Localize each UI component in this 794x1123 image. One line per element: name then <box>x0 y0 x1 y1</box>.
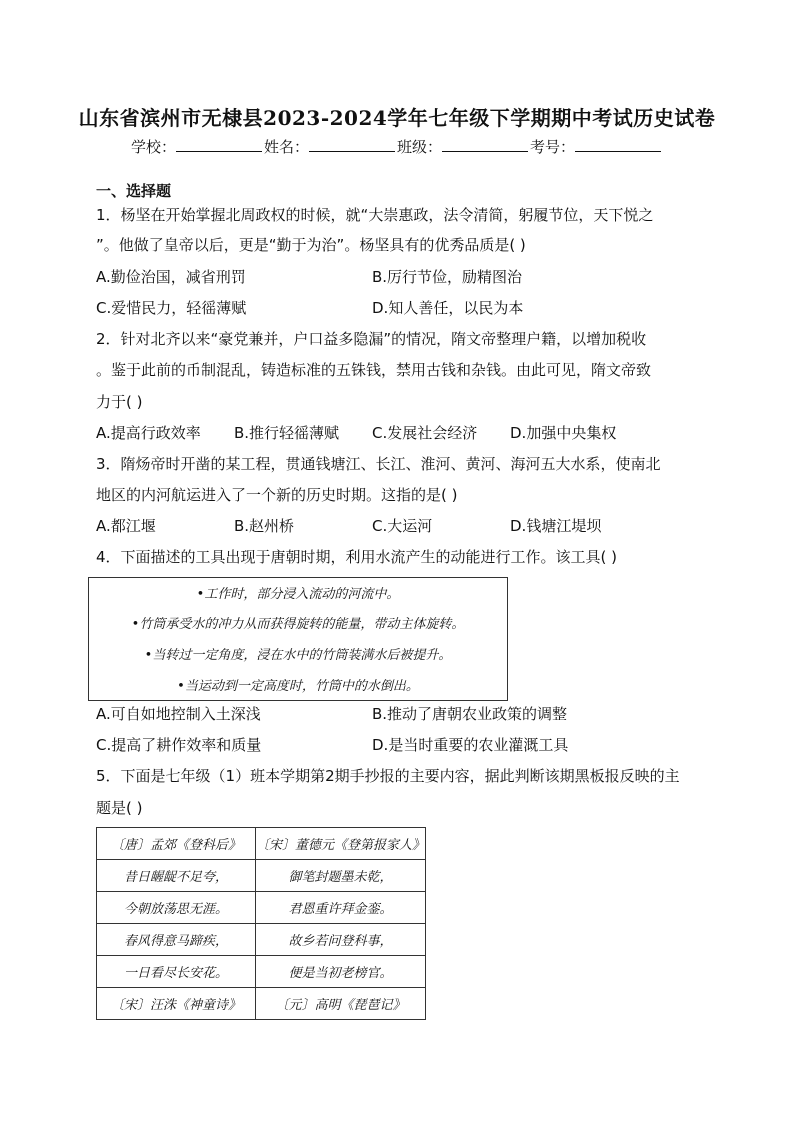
table-cell: 今朝放荡思无涯。 <box>97 892 256 924</box>
question-1-line-1: 1．杨坚在开始掌握北周政权的时候，就“大崇惠政，法令清简，躬履节位，天下悦之 <box>96 206 654 224</box>
tool-description-2: •竹筒承受水的冲力从而获得旋转的能量，带动主体旋转。 <box>131 617 465 632</box>
question-2-option-a[interactable]: A.提高行政效率 <box>96 424 201 442</box>
table-cell: 故乡若问登科事， <box>256 924 426 956</box>
question-1-option-b[interactable]: B.厉行节俭，励精图治 <box>372 268 523 286</box>
school-blank[interactable] <box>176 138 262 152</box>
question-4-option-b[interactable]: B.推动了唐朝农业政策的调整 <box>372 705 568 723</box>
table-cell: 君恩重许拜金銮。 <box>256 892 426 924</box>
question-2-line-2: 。鉴于此前的币制混乱，铸造标准的五铢钱，禁用古钱和杂钱。由此可见，隋文帝致 <box>96 361 652 379</box>
student-info-row <box>0 136 794 157</box>
table-cell: 〔宋〕汪洙《神童诗》 <box>97 988 256 1020</box>
table-cell: 御笔封题墨未乾， <box>256 860 426 892</box>
tool-description-3: •当转过一定角度，浸在水中的竹筒装满水后被提升。 <box>144 648 452 663</box>
table-row <box>97 924 426 956</box>
question-4-line-1: 4．下面描述的工具出现于唐朝时期，利用水流产生的动能进行工作。该工具( ) <box>96 548 618 566</box>
tool-description-box <box>88 577 508 701</box>
poem-table <box>96 827 426 1020</box>
question-3-line-2: 地区的内河航运进入了一个新的历史时期。这指的是( ) <box>96 486 458 504</box>
tool-description-4: •当运动到一定高度时，竹筒中的水倒出。 <box>177 679 419 694</box>
table-cell: 便是当初老榜官。 <box>256 956 426 988</box>
name-blank[interactable] <box>309 138 395 152</box>
table-row <box>97 892 426 924</box>
table-cell: 昔日龌龊不足夸， <box>97 860 256 892</box>
question-1-option-d[interactable]: D.知人善任，以民为本 <box>372 299 524 317</box>
table-cell: 春风得意马蹄疾， <box>97 924 256 956</box>
exam-title: 山东省滨州市无棣县2023-2024学年七年级下学期期中考试历史试卷 <box>78 106 716 130</box>
question-2-line-3: 力于( ) <box>96 393 143 411</box>
table-cell: 〔唐〕孟郊《登科后》 <box>97 828 256 860</box>
class-blank[interactable] <box>442 138 528 152</box>
question-4-option-a[interactable]: A.可自如地控制入土深浅 <box>96 705 261 723</box>
question-1-option-c[interactable]: C.爱惜民力，轻徭薄赋 <box>96 299 247 317</box>
exam-number-label: 考号： <box>530 138 576 156</box>
question-3-option-d[interactable]: D.钱塘江堤坝 <box>510 517 602 535</box>
section-heading: 一、选择题 <box>96 182 172 200</box>
table-cell: 〔宋〕董德元《登第报家人》 <box>256 828 426 860</box>
tool-description-1: •工作时，部分浸入流动的河流中。 <box>196 587 400 602</box>
question-3-option-a[interactable]: A.都江堰 <box>96 517 156 535</box>
table-row <box>97 956 426 988</box>
question-5-line-1: 5．下面是七年级（1）班本学期第2期手抄报的主要内容，据此判断该期黑板报反映的主 <box>96 767 680 785</box>
school-label: 学校： <box>130 138 176 156</box>
exam-number-blank[interactable] <box>575 138 661 152</box>
table-cell: 〔元〕高明《琵琶记》 <box>256 988 426 1020</box>
question-4-option-d[interactable]: D.是当时重要的农业灌溉工具 <box>372 736 569 754</box>
table-cell: 一日看尽长安花。 <box>97 956 256 988</box>
question-2-option-d[interactable]: D.加强中央集权 <box>510 424 617 442</box>
question-4-option-c[interactable]: C.提高了耕作效率和质量 <box>96 736 262 754</box>
question-5-line-2: 题是( ) <box>96 799 143 817</box>
question-2-option-b[interactable]: B.推行轻徭薄赋 <box>234 424 340 442</box>
question-3-line-1: 3．隋炀帝时开凿的某工程，贯通钱塘江、长江、淮河、黄河、海河五大水系，使南北 <box>96 455 661 473</box>
question-3-option-b[interactable]: B.赵州桥 <box>234 517 295 535</box>
name-label: 姓名： <box>263 138 309 156</box>
table-row <box>97 828 426 860</box>
table-row <box>97 860 426 892</box>
class-label: 班级： <box>397 138 443 156</box>
question-1-line-2: ”。他做了皇帝以后，更是“勤于为治”。杨坚具有的优秀品质是( ) <box>96 236 526 254</box>
question-3-option-c[interactable]: C.大运河 <box>372 517 433 535</box>
question-1-option-a[interactable]: A.勤俭治国，减省刑罚 <box>96 268 246 286</box>
question-2-option-c[interactable]: C.发展社会经济 <box>372 424 478 442</box>
question-2-line-1: 2．针对北齐以来“豪党兼并，户口益多隐漏”的情况，隋文帝整理户籍，以增加税收 <box>96 330 647 348</box>
table-row <box>97 988 426 1020</box>
